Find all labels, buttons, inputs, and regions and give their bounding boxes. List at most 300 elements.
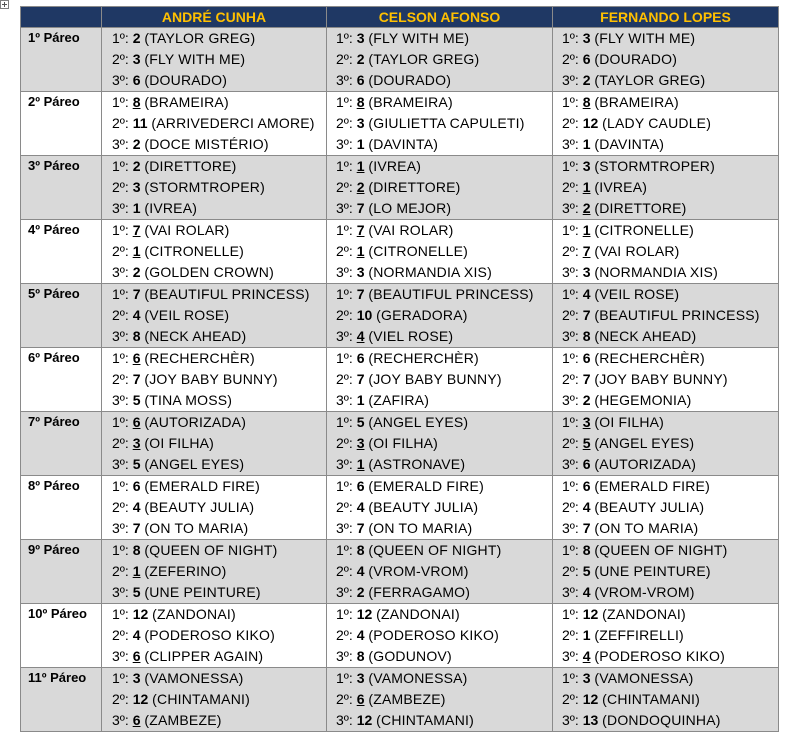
horse-name: (DIRETTORE) xyxy=(368,179,461,195)
horse-name: (IVREA) xyxy=(594,179,648,195)
horse-name: (ARRIVEDERCI AMORE) xyxy=(151,115,315,131)
race-label-cell xyxy=(21,92,102,156)
horse-name: (STORMTROPER) xyxy=(594,158,715,174)
table-row xyxy=(21,28,779,92)
pick-position: 2º: xyxy=(112,179,129,195)
pick-number: 13 xyxy=(582,712,599,728)
pick-cell xyxy=(327,476,553,540)
pick-line xyxy=(102,28,326,49)
horse-name: (CITRONELLE) xyxy=(368,243,469,259)
pick-number: 1 xyxy=(582,136,591,152)
pick-number: 6 xyxy=(356,350,365,366)
horse-name: (TINA MOSS) xyxy=(144,392,233,408)
pick-line xyxy=(102,198,326,219)
pick-line xyxy=(327,348,552,369)
pick-line xyxy=(327,433,552,454)
pick-number: 1 xyxy=(356,392,365,408)
pick-number: 4 xyxy=(582,584,591,600)
pick-line xyxy=(553,49,778,70)
pick-position: 2º: xyxy=(336,179,353,195)
pick-number: 8 xyxy=(356,542,365,558)
pick-position: 1º: xyxy=(562,478,579,494)
pick-position: 3º: xyxy=(112,264,129,280)
pick-position: 2º: xyxy=(112,371,129,387)
pick-position: 3º: xyxy=(112,200,129,216)
horse-name: (NECK AHEAD) xyxy=(144,328,247,344)
pick-number: 2 xyxy=(356,51,365,67)
pick-number: 6 xyxy=(356,72,365,88)
pick-position: 2º: xyxy=(112,499,129,515)
pick-line xyxy=(327,390,552,411)
pick-number: 6 xyxy=(356,691,365,707)
pick-position: 1º: xyxy=(336,30,353,46)
pick-line xyxy=(102,390,326,411)
horse-name: (UNE PEINTURE) xyxy=(144,584,261,600)
pick-line xyxy=(327,454,552,475)
pick-position: 1º: xyxy=(562,542,579,558)
pick-position: 3º: xyxy=(336,136,353,152)
horse-name: (JOY BABY BUNNY) xyxy=(594,371,728,387)
pick-line xyxy=(102,668,326,689)
pick-cell xyxy=(102,604,327,668)
table-row xyxy=(21,540,779,604)
pick-number: 8 xyxy=(582,94,591,110)
pick-cell xyxy=(327,604,553,668)
pick-number: 1 xyxy=(132,200,141,216)
table-row xyxy=(21,220,779,284)
pick-position: 1º: xyxy=(336,414,353,430)
horse-name: (RECHERCHÈR) xyxy=(594,350,705,366)
pick-position: 3º: xyxy=(562,712,579,728)
pick-number: 6 xyxy=(132,72,141,88)
horse-name: (IVREA) xyxy=(368,158,422,174)
pick-line xyxy=(553,369,778,390)
pick-line xyxy=(553,454,778,475)
horse-name: (NORMANDIA XIS) xyxy=(368,264,492,280)
horse-name: (ON TO MARIA) xyxy=(368,520,473,536)
horse-name: (TAYLOR GREG) xyxy=(368,51,480,67)
pick-number: 1 xyxy=(132,563,141,579)
pick-line xyxy=(102,156,326,177)
race-label: 9º Páreo xyxy=(28,542,80,557)
horse-name: (ZAMBEZE) xyxy=(368,691,446,707)
pick-number: 1 xyxy=(356,158,365,174)
pick-line xyxy=(102,518,326,539)
pick-number: 6 xyxy=(132,414,141,430)
pick-position: 3º: xyxy=(562,200,579,216)
horse-name: (BEAUTY JULIA) xyxy=(594,499,705,515)
pick-line xyxy=(327,369,552,390)
horse-name: (JOY BABY BUNNY) xyxy=(368,371,502,387)
pick-number: 7 xyxy=(582,307,591,323)
pick-line xyxy=(553,284,778,305)
pick-line xyxy=(327,710,552,731)
horse-name: (EMERALD FIRE) xyxy=(594,478,710,494)
pick-number: 2 xyxy=(132,136,141,152)
pick-position: 1º: xyxy=(336,478,353,494)
pick-number: 12 xyxy=(356,712,373,728)
header-celson-afonso: CELSON AFONSO xyxy=(327,7,553,28)
horse-name: (NORMANDIA XIS) xyxy=(594,264,718,280)
pick-line xyxy=(327,540,552,561)
horse-name: (CHINTAMANI) xyxy=(602,691,700,707)
pick-line xyxy=(102,582,326,603)
pick-line xyxy=(327,476,552,497)
horse-name: (ZEFFIRELLI) xyxy=(594,627,684,643)
pick-cell xyxy=(553,348,779,412)
pick-number: 8 xyxy=(132,94,141,110)
race-picks-table xyxy=(20,6,779,732)
pick-cell xyxy=(553,92,779,156)
header-blank xyxy=(21,7,102,28)
pick-line xyxy=(102,433,326,454)
pick-number: 6 xyxy=(582,478,591,494)
table-row xyxy=(21,348,779,412)
pick-cell xyxy=(327,92,553,156)
table-row xyxy=(21,284,779,348)
pick-number: 3 xyxy=(356,670,365,686)
horse-name: (PODEROSO KIKO) xyxy=(594,648,725,664)
pick-line xyxy=(553,668,778,689)
horse-name: (ANGEL EYES) xyxy=(368,414,469,430)
pick-cell xyxy=(553,28,779,92)
pick-line xyxy=(327,646,552,667)
pick-number: 2 xyxy=(582,200,591,216)
pick-number: 6 xyxy=(582,51,591,67)
horse-name: (PODEROSO KIKO) xyxy=(144,627,275,643)
horse-name: (ZAFIRA) xyxy=(368,392,430,408)
horse-name: (PODEROSO KIKO) xyxy=(368,627,499,643)
pick-number: 3 xyxy=(582,414,591,430)
horse-name: (HEGEMONIA) xyxy=(594,392,692,408)
horse-name: (ZEFERINO) xyxy=(144,563,227,579)
pick-number: 1 xyxy=(132,243,141,259)
horse-name: (JOY BABY BUNNY) xyxy=(144,371,278,387)
pick-number: 2 xyxy=(132,30,141,46)
pick-position: 2º: xyxy=(562,115,579,131)
race-label: 3º Páreo xyxy=(28,158,80,173)
horse-name: (BEAUTIFUL PRINCESS) xyxy=(368,286,534,302)
horse-name: (ANGEL EYES) xyxy=(144,456,245,472)
pick-number: 3 xyxy=(132,670,141,686)
pick-number: 3 xyxy=(582,30,591,46)
horse-name: (BEAUTIFUL PRINCESS) xyxy=(594,307,760,323)
horse-name: (RECHERCHÈR) xyxy=(144,350,255,366)
pick-number: 8 xyxy=(356,94,365,110)
pick-cell xyxy=(553,476,779,540)
pick-position: 3º: xyxy=(112,456,129,472)
horse-name: (ON TO MARIA) xyxy=(594,520,699,536)
race-label-cell xyxy=(21,348,102,412)
pick-line xyxy=(102,369,326,390)
table-move-handle-icon[interactable] xyxy=(0,0,9,9)
pick-number: 7 xyxy=(356,520,365,536)
pick-number: 12 xyxy=(132,691,149,707)
horse-name: (BEAUTY JULIA) xyxy=(368,499,479,515)
pick-position: 2º: xyxy=(336,691,353,707)
pick-number: 10 xyxy=(356,307,373,323)
pick-line xyxy=(327,134,552,155)
pick-line xyxy=(327,305,552,326)
horse-name: (OI FILHA) xyxy=(594,414,665,430)
pick-line xyxy=(327,70,552,91)
pick-cell xyxy=(553,284,779,348)
race-label: 1º Páreo xyxy=(28,30,80,45)
horse-name: (QUEEN OF NIGHT) xyxy=(368,542,502,558)
race-label: 11º Páreo xyxy=(28,670,87,685)
pick-number: 5 xyxy=(582,435,591,451)
pick-line xyxy=(553,582,778,603)
pick-cell xyxy=(102,156,327,220)
pick-line xyxy=(102,92,326,113)
horse-name: (RECHERCHÈR) xyxy=(368,350,479,366)
horse-name: (VEIL ROSE) xyxy=(144,307,230,323)
horse-name: (BRAMEIRA) xyxy=(368,94,453,110)
pick-number: 7 xyxy=(132,286,141,302)
race-label-cell xyxy=(21,156,102,220)
pick-position: 1º: xyxy=(336,542,353,558)
pick-position: 3º: xyxy=(336,264,353,280)
pick-position: 3º: xyxy=(336,392,353,408)
horse-name: (DOURADO) xyxy=(594,51,678,67)
pick-line xyxy=(102,177,326,198)
pick-number: 12 xyxy=(132,606,149,622)
pick-position: 3º: xyxy=(336,72,353,88)
race-label-cell xyxy=(21,28,102,92)
horse-name: (TAYLOR GREG) xyxy=(144,30,256,46)
pick-position: 1º: xyxy=(336,350,353,366)
horse-name: (DAVINTA) xyxy=(594,136,665,152)
pick-cell xyxy=(102,28,327,92)
pick-position: 3º: xyxy=(112,328,129,344)
horse-name: (DOURADO) xyxy=(144,72,228,88)
pick-position: 1º: xyxy=(112,94,129,110)
pick-number: 5 xyxy=(356,414,365,430)
pick-cell xyxy=(553,540,779,604)
horse-name: (VAMONESSA) xyxy=(368,670,468,686)
pick-cell xyxy=(327,412,553,476)
pick-position: 3º: xyxy=(112,520,129,536)
horse-name: (EMERALD FIRE) xyxy=(144,478,260,494)
horse-name: (AUTORIZADA) xyxy=(594,456,697,472)
horse-name: (OI FILHA) xyxy=(368,435,439,451)
pick-line xyxy=(553,28,778,49)
pick-cell xyxy=(327,156,553,220)
horse-name: (UNE PEINTURE) xyxy=(594,563,711,579)
pick-position: 1º: xyxy=(112,158,129,174)
pick-line xyxy=(102,326,326,347)
pick-line xyxy=(327,518,552,539)
pick-line xyxy=(553,198,778,219)
pick-number: 8 xyxy=(132,542,141,558)
pick-line xyxy=(327,113,552,134)
pick-number: 6 xyxy=(132,350,141,366)
header-andre-cunha: ANDRÉ CUNHA xyxy=(102,7,327,28)
pick-number: 8 xyxy=(132,328,141,344)
pick-number: 7 xyxy=(356,286,365,302)
pick-line xyxy=(102,476,326,497)
pick-line xyxy=(553,604,778,625)
pick-line xyxy=(327,177,552,198)
pick-line xyxy=(327,92,552,113)
pick-position: 1º: xyxy=(112,222,129,238)
pick-line xyxy=(102,540,326,561)
pick-number: 4 xyxy=(356,563,365,579)
pick-cell xyxy=(553,156,779,220)
horse-name: (GODUNOV) xyxy=(368,648,452,664)
pick-line xyxy=(553,518,778,539)
pick-position: 1º: xyxy=(336,94,353,110)
pick-line xyxy=(553,646,778,667)
pick-position: 1º: xyxy=(562,670,579,686)
pick-line xyxy=(553,497,778,518)
pick-line xyxy=(327,262,552,283)
pick-position: 3º: xyxy=(562,264,579,280)
race-label-cell xyxy=(21,220,102,284)
pick-number: 2 xyxy=(356,584,365,600)
pick-line xyxy=(102,113,326,134)
pick-number: 4 xyxy=(356,499,365,515)
horse-name: (CLIPPER AGAIN) xyxy=(144,648,264,664)
horse-name: (NECK AHEAD) xyxy=(594,328,697,344)
pick-line xyxy=(553,710,778,731)
table-row xyxy=(21,476,779,540)
pick-number: 3 xyxy=(582,264,591,280)
pick-position: 1º: xyxy=(562,158,579,174)
pick-number: 1 xyxy=(356,456,365,472)
pick-line xyxy=(553,70,778,91)
pick-number: 1 xyxy=(356,136,365,152)
pick-number: 4 xyxy=(582,499,591,515)
pick-number: 1 xyxy=(356,243,365,259)
pick-position: 2º: xyxy=(112,435,129,451)
horse-name: (EMERALD FIRE) xyxy=(368,478,484,494)
pick-position: 2º: xyxy=(562,691,579,707)
pick-number: 7 xyxy=(356,222,365,238)
pick-line xyxy=(327,28,552,49)
pick-position: 1º: xyxy=(112,30,129,46)
pick-number: 8 xyxy=(582,328,591,344)
pick-line xyxy=(102,646,326,667)
pick-line xyxy=(102,220,326,241)
race-label-cell xyxy=(21,476,102,540)
horse-name: (GIULIETTA CAPULETI) xyxy=(368,115,525,131)
horse-name: (LADY CAUDLE) xyxy=(602,115,712,131)
pick-line xyxy=(553,412,778,433)
race-label: 7º Páreo xyxy=(28,414,80,429)
pick-cell xyxy=(327,540,553,604)
pick-cell xyxy=(102,668,327,732)
pick-number: 6 xyxy=(582,350,591,366)
pick-cell xyxy=(102,412,327,476)
horse-name: (DIRETTORE) xyxy=(594,200,687,216)
pick-position: 3º: xyxy=(336,200,353,216)
horse-name: (CITRONELLE) xyxy=(594,222,695,238)
horse-name: (STORMTROPER) xyxy=(144,179,265,195)
pick-position: 2º: xyxy=(112,307,129,323)
pick-number: 6 xyxy=(132,478,141,494)
pick-line xyxy=(553,241,778,262)
pick-line xyxy=(102,710,326,731)
pick-line xyxy=(102,561,326,582)
pick-number: 3 xyxy=(356,264,365,280)
pick-position: 3º: xyxy=(112,72,129,88)
pick-cell xyxy=(327,668,553,732)
pick-number: 4 xyxy=(582,286,591,302)
pick-line xyxy=(327,412,552,433)
pick-position: 1º: xyxy=(112,350,129,366)
pick-number: 12 xyxy=(582,606,599,622)
pick-cell xyxy=(102,92,327,156)
horse-name: (BRAMEIRA) xyxy=(144,94,229,110)
horse-name: (DAVINTA) xyxy=(368,136,439,152)
pick-position: 1º: xyxy=(112,414,129,430)
pick-position: 3º: xyxy=(562,392,579,408)
pick-position: 3º: xyxy=(562,520,579,536)
pick-number: 5 xyxy=(582,563,591,579)
pick-number: 7 xyxy=(132,520,141,536)
pick-position: 3º: xyxy=(112,648,129,664)
pick-cell xyxy=(327,28,553,92)
horse-name: (TAYLOR GREG) xyxy=(594,72,706,88)
pick-number: 8 xyxy=(356,648,365,664)
pick-number: 7 xyxy=(356,200,365,216)
pick-number: 4 xyxy=(356,328,365,344)
pick-number: 12 xyxy=(582,691,599,707)
pick-line xyxy=(327,156,552,177)
pick-number: 7 xyxy=(132,371,141,387)
pick-position: 3º: xyxy=(112,392,129,408)
horse-name: (VAI ROLAR) xyxy=(594,243,680,259)
pick-number: 3 xyxy=(132,435,141,451)
pick-number: 6 xyxy=(132,648,141,664)
pick-line xyxy=(102,241,326,262)
pick-position: 2º: xyxy=(336,435,353,451)
pick-number: 12 xyxy=(356,606,373,622)
pick-position: 2º: xyxy=(112,627,129,643)
pick-number: 6 xyxy=(582,456,591,472)
horse-name: (ASTRONAVE) xyxy=(368,456,466,472)
pick-number: 5 xyxy=(132,456,141,472)
pick-number: 3 xyxy=(582,670,591,686)
pick-position: 3º: xyxy=(562,456,579,472)
pick-number: 7 xyxy=(132,222,141,238)
pick-number: 6 xyxy=(356,478,365,494)
pick-position: 2º: xyxy=(336,563,353,579)
horse-name: (VAI ROLAR) xyxy=(368,222,454,238)
pick-number: 2 xyxy=(582,392,591,408)
horse-name: (ON TO MARIA) xyxy=(144,520,249,536)
pick-line xyxy=(327,497,552,518)
pick-cell xyxy=(327,348,553,412)
pick-number: 1 xyxy=(582,222,591,238)
pick-line xyxy=(327,198,552,219)
race-label-cell xyxy=(21,284,102,348)
table-row xyxy=(21,92,779,156)
pick-number: 2 xyxy=(132,158,141,174)
horse-name: (QUEEN OF NIGHT) xyxy=(144,542,278,558)
pick-position: 2º: xyxy=(562,563,579,579)
pick-number: 1 xyxy=(582,627,591,643)
horse-name: (VROM-VROM) xyxy=(368,563,469,579)
pick-position: 1º: xyxy=(336,286,353,302)
pick-position: 2º: xyxy=(336,307,353,323)
pick-line xyxy=(102,348,326,369)
pick-position: 2º: xyxy=(336,499,353,515)
pick-cell xyxy=(553,668,779,732)
pick-line xyxy=(327,604,552,625)
pick-position: 1º: xyxy=(562,286,579,302)
